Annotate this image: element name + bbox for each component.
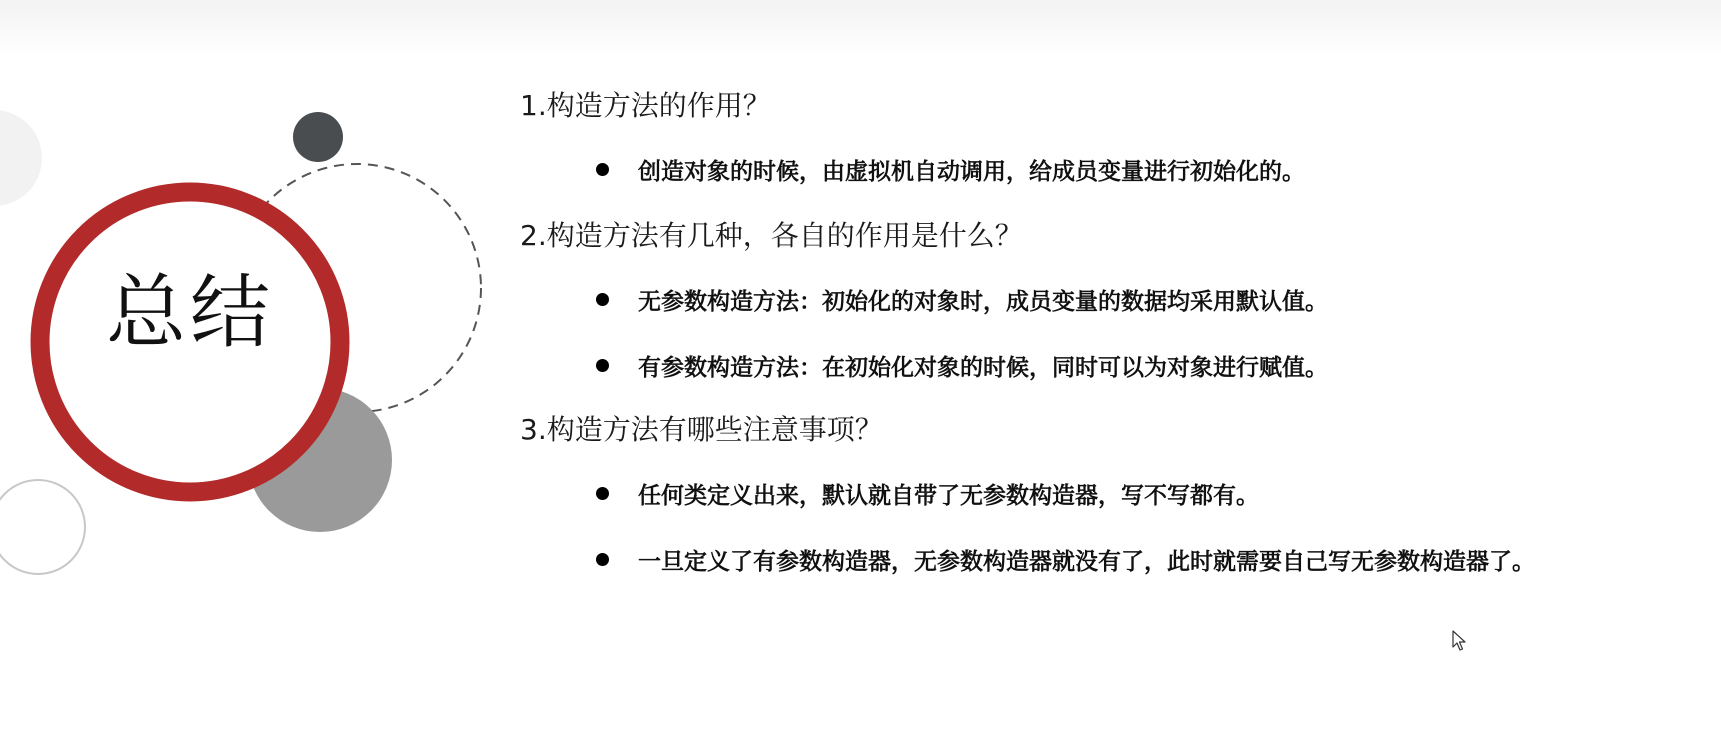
answer-list-1: [520, 136, 1710, 202]
summary-content: [520, 86, 1710, 592]
mouse-cursor-icon: [1452, 630, 1468, 652]
question-2: 2.构造方法有几种，各自的作用是什么？: [520, 219, 1023, 252]
answer-item: [520, 526, 1710, 592]
question-3: 3.构造方法有哪些注意事项？: [520, 413, 883, 446]
answer-text: 无参数构造方法：初始化的对象时，成员变量的数据均采用默认值。: [638, 288, 1328, 315]
answer-list-2: [520, 266, 1710, 398]
answer-text: 一旦定义了有参数构造器，无参数构造器就没有了，此时就需要自己写无参数构造器了。: [638, 548, 1535, 575]
answer-list-3: [520, 460, 1710, 592]
bullet-icon: [596, 293, 609, 306]
answer-item: [520, 266, 1710, 332]
bullet-icon: [596, 359, 609, 372]
answer-item: [520, 136, 1710, 202]
dark-dot: [293, 112, 343, 162]
question-1: 1.构造方法的作用？: [520, 89, 771, 122]
bullet-icon: [596, 163, 609, 176]
outline-circle: [0, 480, 85, 574]
faint-edge-circle: [0, 110, 42, 206]
answer-item: [520, 332, 1710, 398]
answer-text: 有参数构造方法：在初始化对象的时候，同时可以为对象进行赋值。: [638, 354, 1328, 381]
answer-text: 创造对象的时候，由虚拟机自动调用，给成员变量进行初始化的。: [638, 158, 1305, 185]
bullet-icon: [596, 487, 609, 500]
slide-title: 总结: [106, 266, 274, 359]
answer-item: [520, 460, 1710, 526]
bullet-icon: [596, 553, 609, 566]
answer-text: 任何类定义出来，默认就自带了无参数构造器，写不写都有。: [638, 482, 1259, 509]
